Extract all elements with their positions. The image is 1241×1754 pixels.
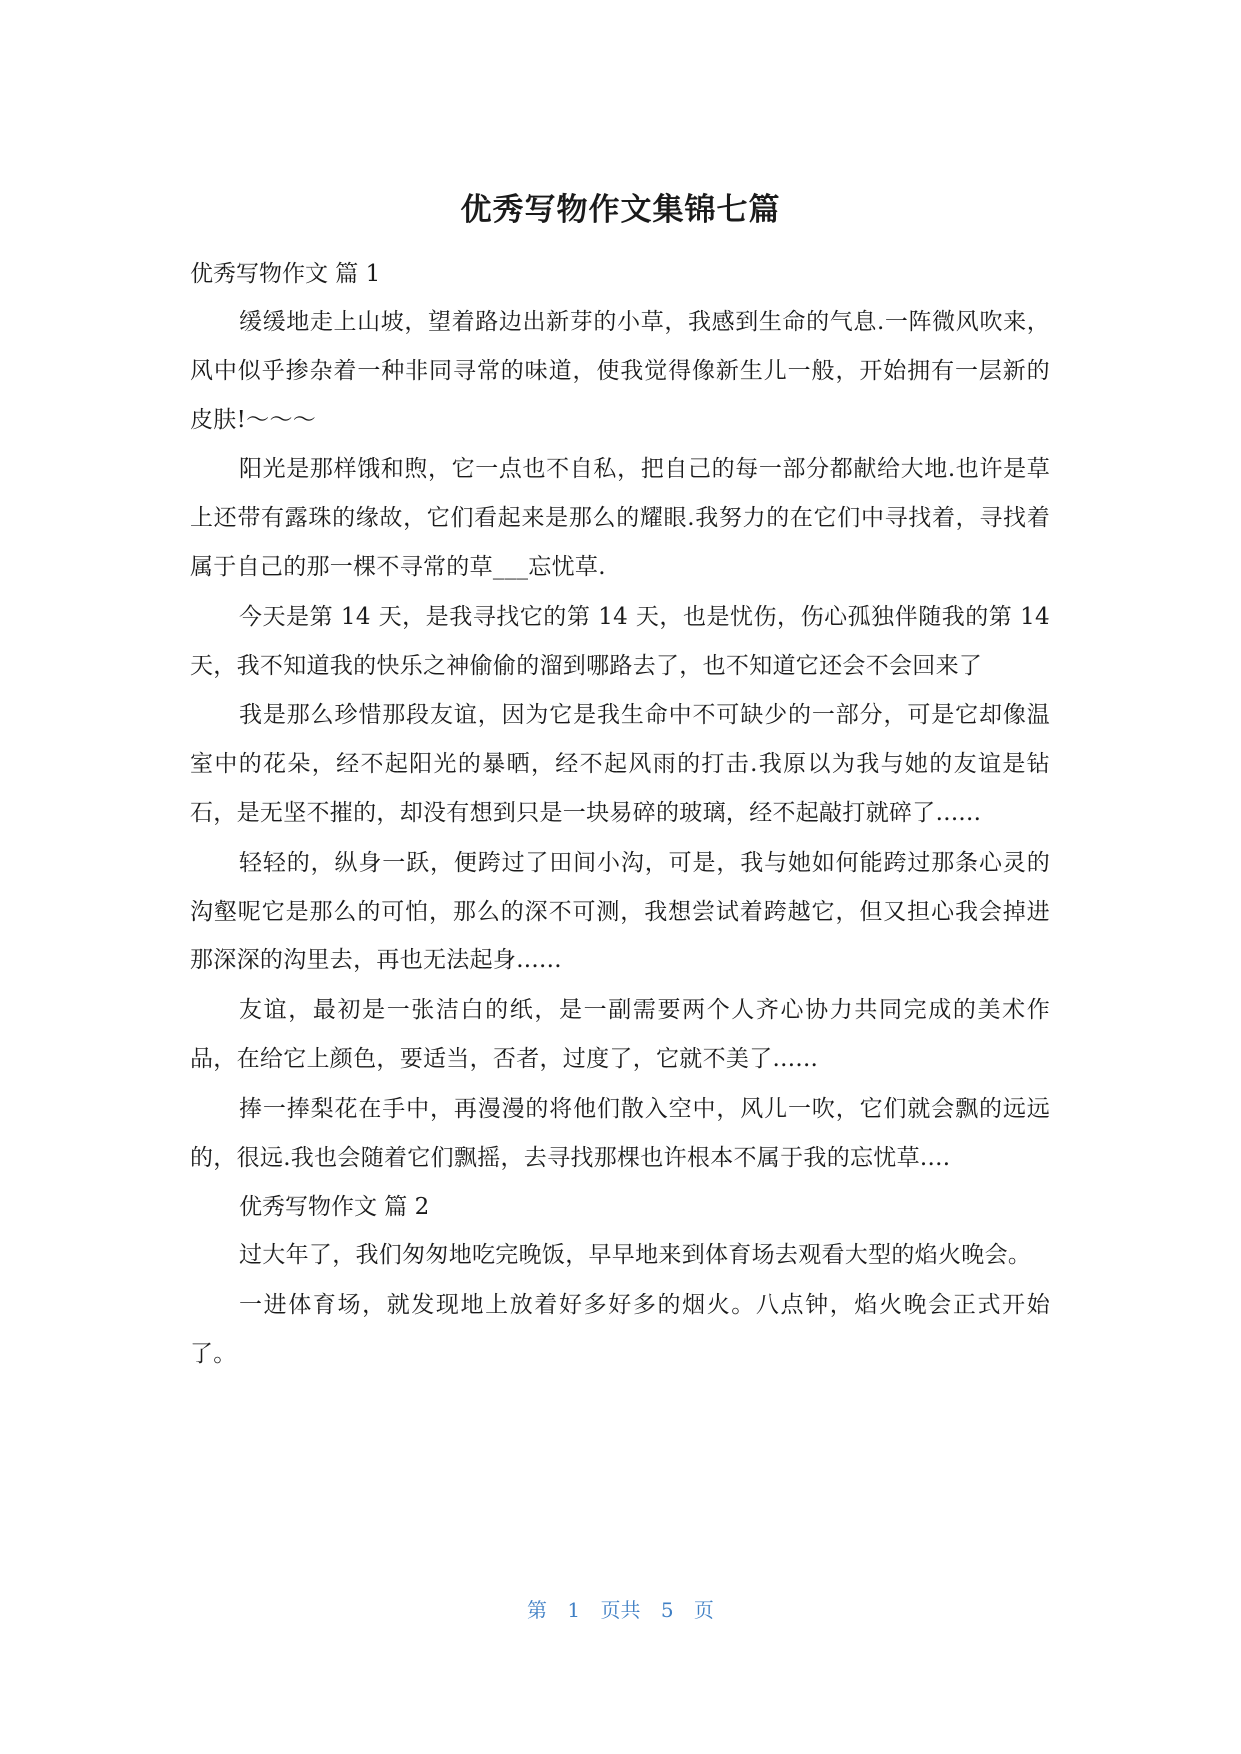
document-title: 优秀写物作文集锦七篇: [460, 192, 781, 228]
section-heading: 优秀写物作文 篇 2: [239, 1194, 430, 1221]
page-footer: 第 1 页共 5 页: [527, 1598, 714, 1622]
paragraph: 缓缓地走上山坡，望着路边出新芽的小草，我感到生命的气息.一阵微风吹来，风中似乎掺杂着一种非同寻常的味道，使我觉得像新生儿一般，开始拥有一层新的皮肤!～～～: [190, 309, 1050, 433]
paragraph: 轻轻的，纵身一跃，便跨过了田间小沟，可是，我与她如何能跨过那条心灵的沟壑呢它是那么的可怕，那么的深不可测，我想尝试着跨越它，但又担心我会掉进那深深的沟里去，再也无法起身......: [190, 849, 1050, 974]
paragraph: 友谊，最初是一张洁白的纸，是一副需要两个人齐心协力共同完成的美术作品，在给它上颜色，要适当，否者，过度了，它就不美了......: [190, 997, 1050, 1072]
document-body: [190, 250, 1050, 1380]
paragraph: 过大年了，我们匆匆地吃完晚饭，早早地来到体育场去观看大型的焰火晚会。: [239, 1242, 1032, 1269]
paragraph: 我是那么珍惜那段友谊，因为它是我生命中不可缺少的一部分，可是它却像温室中的花朵，经不起阳光的暴晒，经不起风雨的打击.我原以为我与她的友谊是钻石，是无坚不摧的，却没有想到只是一块易碎的玻璃，经不起敲打就碎了......: [190, 702, 1050, 826]
paragraph: 阳光是那样饿和煦，它一点也不自私，把自己的每一部分都献给大地.也许是草上还带有露珠的缘故，它们看起来是那么的耀眼.我努力的在它们中寻找着，寻找着属于自己的那一棵不寻常的草___忘忧草.: [190, 456, 1050, 580]
paragraph: 今天是第 14 天，是我寻找它的第 14 天，也是忧伤，伤心孤独伴随我的第 14 天，我不知道我的快乐之神偷偷的溜到哪路去了，也不知道它还会不会回来了: [190, 603, 1050, 679]
paragraph: 捧一捧梨花在手中，再漫漫的将他们散入空中，风儿一吹，它们就会飘的远远的，很远.我也会随着它们飘摇，去寻找那棵也许根本不属于我的忘忧草....: [190, 1095, 1050, 1171]
paragraph: 一进体育场，就发现地上放着好多好多的烟火。八点钟，焰火晚会正式开始了。: [190, 1292, 1050, 1367]
section-heading: 优秀写物作文 篇 1: [190, 261, 381, 287]
